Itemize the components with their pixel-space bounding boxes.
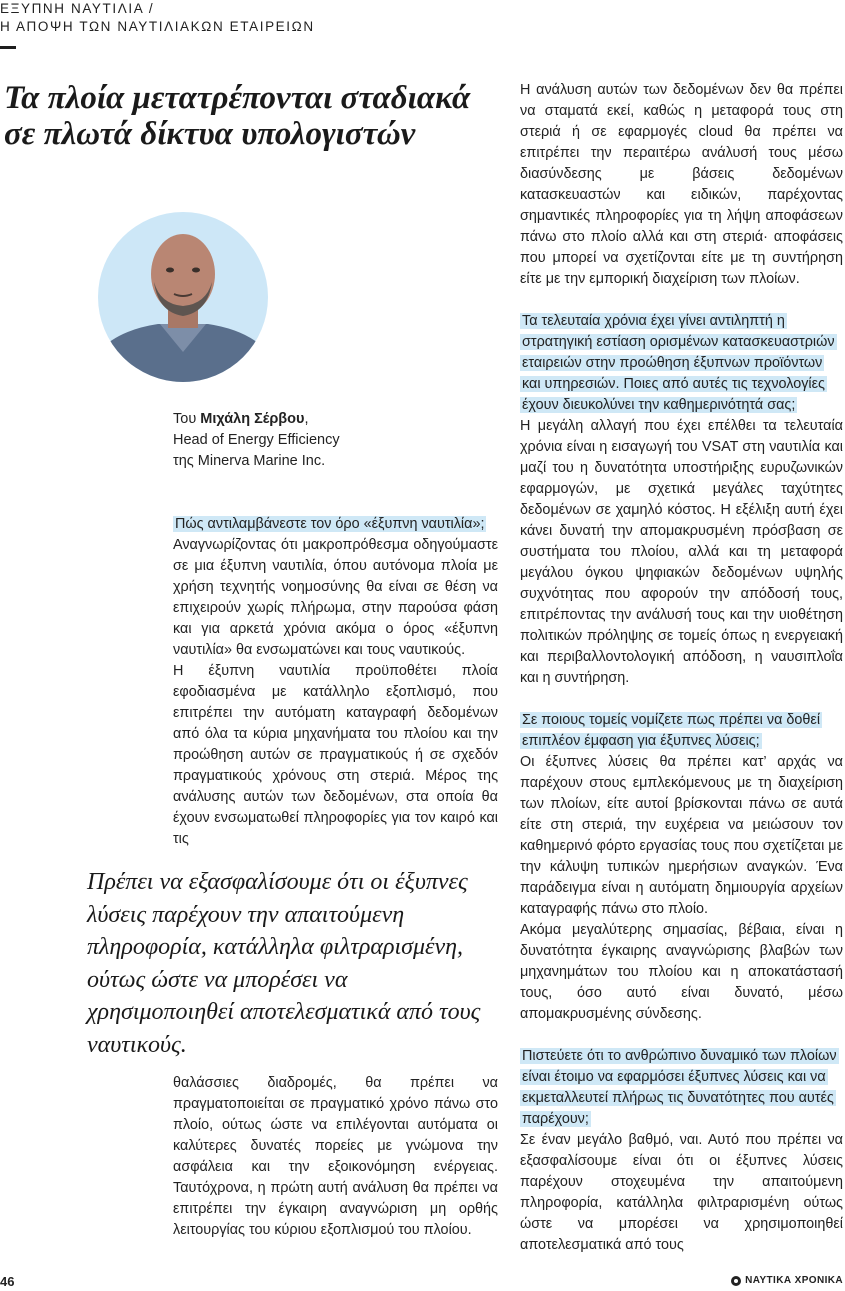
author-role: Head of Energy Efficiency [173, 432, 340, 448]
question-4-text: Πιστεύετε ότι το ανθρώπινο δυναμικό των πλοίων είναι έτοιμο να εφαρμόσει έξυπνες λύσεις και να εκμεταλλευτεί πλήρως τις δυνατότητες που αυτές παρέχουν; [522, 1048, 837, 1127]
byline-suffix: , [304, 411, 309, 427]
brand-name: ΝΑΥΤΙΚΑ ΧΡΟΝΙΚΑ [745, 1275, 843, 1286]
question-1 [173, 514, 498, 535]
brand-logo-icon [731, 1276, 741, 1286]
answer-2: Η μεγάλη αλλαγή που έχει επέλθει τα τελευταία χρόνια είναι η εισαγωγή του VSAT στη ναυτιλία και μαζί του η δυνατότητα υποστήριξης ευρυζωνικών εφαρμογών, με σχετικά μεγάλες ταχύτητες δεδομένων σε χαμηλό κόστος. Η εξέλιξη αυτή έχει κάνει δυνατή την απομακρυσμένη πρόσβαση σε συστήματα του πλοίου, αλλά και τη μεταφορά μεγάλου όγκου ψηφιακών δεδομένων υψηλής συχνότητας που αφορούν την απόδοσή τους, επιτρέποντας την ανάλυσή τους και την υιοθέτηση πολιτικών πρόληψης σε τομείς όπως η ενεργειακή και περιβαλλοντολογική απόδοση, η ναυσιπλοΐα και η συντήρηση. [520, 418, 843, 686]
answer-1-paragraph-3: θαλάσσιες διαδρομές, θα πρέπει να πραγματοποιείται σε πραγματικό χρόνο πάνω στο πλοίο, ούτως ώστε να επιλέγονται αυτόματα οι καλύτερες δυνατές πορείες με γνώμονα την ασφάλεια και την εξοικονόμηση ενέργειας. Ταυτόχρονα, η πρώτη αυτή ανάλυση θα πρέπει να επιτρέπει την έγκαιρη αναγνώριση μη ορθής λειτουργίας του κύριου εξοπλισμού του πλοίου. [173, 1075, 498, 1238]
byline-author [173, 409, 473, 430]
section-label-line2: Η ΑΠΟΨΗ ΤΩΝ ΝΑΥΤΙΛΙΑΚΩΝ ΕΤΑΙΡΕΙΩΝ [0, 19, 315, 34]
article-headline: Τα πλοία μετατρέπονται σταδιακά σε πλωτά δίκτυα υπολογιστών [4, 80, 471, 152]
answer-1-paragraph-2: Η έξυπνη ναυτιλία προϋποθέτει πλοία εφοδιασμένα με κατάλληλο εξοπλισμό, που επιτρέπει την αυτόματη καταγραφή δεδομένων από όλα τα κύρια μηχανήματα του πλοίου και την προώθηση αυτών σε πραγματικούς ή σε σχεδόν πραγματικούς χρόνους στη στεριά. Μέρος της ανάλυσης αυτών των δεδομένων, στα οποία θα έχουν ενσωματωθεί πληροφορίες για τον καιρό και τις [173, 663, 498, 847]
author-company: της Minerva Marine Inc. [173, 453, 326, 469]
question-2-text: Τα τελευταία χρόνια έχει γίνει αντιληπτή η στρατηγική εστίαση ορισμένων κατασκευαστριών εταιρειών στην προώθηση έξυπνων προϊόντων και υπηρεσιών. Ποιες από αυτές τις τεχνολογίες έχουν διευκολύνει την καθημερινότητά σας; [522, 313, 835, 413]
answer-3-paragraph-2: Ακόμα μεγαλύτερης σημασίας, βέβαια, είναι η δυνατότητα έγκαιρης αναγνώρισης βλαβών των μηχανημάτων του πλοίου και η αποκατάστασή τους, όσο αυτό είναι δυνατό, μέσω απομακρυσμένης σύνδεσης. [520, 922, 843, 1022]
answer-4: Σε έναν μεγάλο βαθμό, ναι. Αυτό που πρέπει να εξασφαλίσουμε είναι ότι οι έξυπνες λύσεις παρέχουν στοχευμένα την απαιτούμενη πληροφορία, κατάλληλα φιλτραρισμένη ούτως ώστε να μπορέσει να χρησιμοποιηθεί αποτελεσματικά από τους [520, 1132, 843, 1253]
question-3-text: Σε ποιους τομείς νομίζετε πως πρέπει να δοθεί επιπλέον έμφαση για έξυπνες λύσεις; [522, 712, 821, 749]
byline-prefix: Του [173, 411, 201, 427]
question-3 [520, 710, 843, 752]
left-column-lower [173, 1073, 498, 1241]
answer-3-paragraph-1: Οι έξυπνες λύσεις θα πρέπει κατ’ αρχάς να παρέχουν στους εμπλεκόμενους με τη διαχείριση των πλοίων, είτε αυτοί βρίσκονται πάνω σε αυτά είτε στη στεριά, την ευχέρεια να μειώσουν τον καθημερινό φόρτο εργασίας τους που σχετίζεται με την κάλυψη τυπικών ημερήσιων αναγκών. Ένα παράδειγμα είναι η αυτόματη δημιουργία αρχείων καταγραφής πάνω στο πλοίο. [520, 754, 843, 917]
author-name: Μιχάλη Σέρβου [200, 411, 305, 427]
right-column [520, 80, 843, 1256]
question-4 [520, 1046, 843, 1130]
question-2 [520, 311, 843, 416]
byline [173, 409, 473, 472]
left-column-upper [173, 514, 498, 850]
author-portrait [98, 212, 268, 382]
answer-1-paragraph-4: Η ανάλυση αυτών των δεδομένων δεν θα πρέπει να σταματά εκεί, καθώς η μεταφορά τους στη στεριά ή σε εφαρμογές cloud θα πρέπει να επιτρέπει την περαιτέρω ανάλυσή τους μέσω διασύνδεσης με βάσεις δεδομένων κατασκευαστών και ειδικών, παρέχοντας σημαντικές πληροφορίες για τη λήψη αποφάσεων πάνω στο πλοίο αλλά και στη στεριά· αποφάσεις που μπορεί να σχετίζονται είτε με τη συντήρηση είτε με την εμπορική διαχείριση των πλοίων. [520, 82, 843, 287]
pull-quote: Πρέπει να εξασφαλίσουμε ότι οι έξυπνες λύσεις παρέχουν την απαιτούμενη πληροφορία, κατάλληλα φιλτραρισμένη, ούτως ώστε να μπορέσει να χρησιμοποιηθεί αποτελεσματικά από τους ναυτικούς. [87, 869, 481, 1058]
publication-brand [731, 1275, 843, 1286]
section-rule [0, 46, 16, 49]
question-1-text: Πώς αντιλαμβάνεστε τον όρο «έξυπνη ναυτιλία»; [175, 516, 485, 532]
section-label [0, 0, 500, 36]
section-label-line1: ΕΞΥΠΝΗ ΝΑΥΤΙΛΙΑ / [0, 1, 155, 16]
page-number: 46 [0, 1274, 15, 1289]
answer-1-paragraph-1: Αναγνωρίζοντας ότι μακροπρόθεσμα οδηγούμαστε σε μια έξυπνη ναυτιλία, όπου αυτόνομα πλοία με χρήση τεχνητής νοημοσύνης θα είναι σε θέση να επιχειρούν χωρίς πλήρωμα, στην παρούσα φάση και για αρκετά χρόνια ακόμα ο όρος «έξυπνη ναυτιλία» θα ενσωματώνει και τους ναυτικούς. [173, 537, 498, 658]
